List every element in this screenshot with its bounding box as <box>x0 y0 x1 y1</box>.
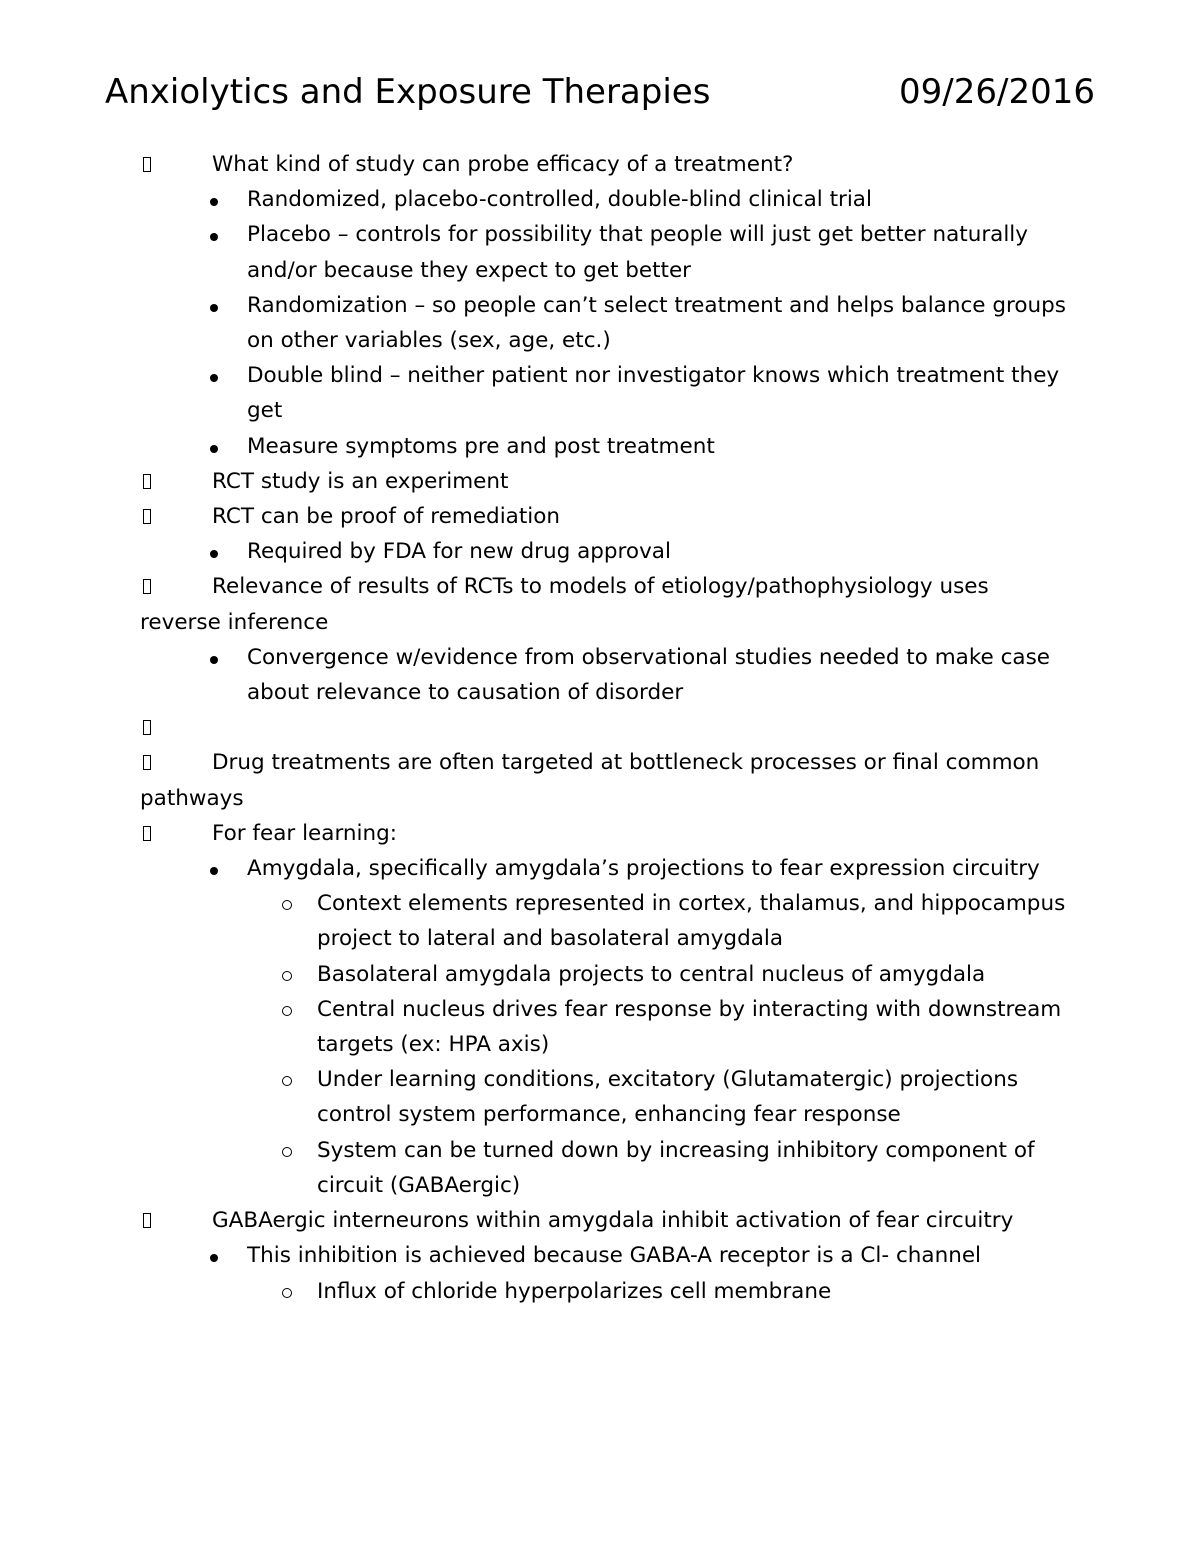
bullet-circle-icon <box>282 992 292 1027</box>
bullet-dot-icon <box>210 1238 218 1273</box>
document-title: Anxiolytics and Exposure Therapies <box>105 72 711 112</box>
bullet-dot-icon <box>210 851 218 886</box>
list-item: Central nucleus drives fear response by interacting with downstream targets (ex: HPA axis) <box>140 992 1070 1062</box>
document-header <box>105 72 1095 112</box>
bullet-dot-icon <box>210 182 218 217</box>
bullet-circle-icon <box>282 1274 292 1309</box>
list-item: Relevance of results of RCTs to models of etiology/pathophysiology uses reverse inference <box>140 569 1070 639</box>
list-item: Drug treatments are often targeted at bottleneck processes or final common pathways <box>140 745 1070 815</box>
missing-glyph-bullet-icon <box>140 816 152 852</box>
missing-glyph-bullet-icon <box>140 499 152 535</box>
bullet-dot-icon <box>210 640 218 675</box>
missing-glyph-bullet-icon <box>140 569 152 605</box>
list-item <box>140 710 1070 745</box>
list-item: RCT can be proof of remediation <box>140 499 1070 534</box>
list-item: Context elements represented in cortex, thalamus, and hippocampus project to lateral and basolateral amygdala <box>140 886 1070 956</box>
list-item: Amygdala, specifically amygdala’s projections to fear expression circuitry <box>140 851 1070 886</box>
list-item: Measure symptoms pre and post treatment <box>140 429 1070 464</box>
bullet-circle-icon <box>282 1062 292 1097</box>
missing-glyph-bullet-icon <box>140 464 152 500</box>
list-item: This inhibition is achieved because GABA-A receptor is a Cl- channel <box>140 1238 1070 1273</box>
list-item: For fear learning: <box>140 816 1070 851</box>
bullet-dot-icon <box>210 217 218 252</box>
missing-glyph-bullet-icon <box>140 710 152 746</box>
list-item: System can be turned down by increasing inhibitory component of circuit (GABAergic) <box>140 1133 1070 1203</box>
list-item: Under learning conditions, excitatory (Glutamatergic) projections control system performance, enhancing fear response <box>140 1062 1070 1132</box>
list-item: Convergence w/evidence from observational studies needed to make case about relevance to causation of disorder <box>140 640 1070 710</box>
notes-body <box>140 147 1070 1309</box>
list-item: Influx of chloride hyperpolarizes cell membrane <box>140 1274 1070 1309</box>
missing-glyph-bullet-icon <box>140 1203 152 1239</box>
bullet-dot-icon <box>210 534 218 569</box>
list-item: Double blind – neither patient nor investigator knows which treatment they get <box>140 358 1070 428</box>
list-item: Required by FDA for new drug approval <box>140 534 1070 569</box>
list-item: What kind of study can probe efficacy of a treatment? <box>140 147 1070 182</box>
missing-glyph-bullet-icon <box>140 147 152 183</box>
bullet-circle-icon <box>282 1133 292 1168</box>
list-item: RCT study is an experiment <box>140 464 1070 499</box>
bullet-dot-icon <box>210 429 218 464</box>
list-item: Placebo – controls for possibility that people will just get better naturally and/or because they expect to get better <box>140 217 1070 287</box>
list-item: Randomization – so people can’t select treatment and helps balance groups on other variables (sex, age, etc.) <box>140 288 1070 358</box>
bullet-circle-icon <box>282 886 292 921</box>
bullet-dot-icon <box>210 288 218 323</box>
bullet-dot-icon <box>210 358 218 393</box>
list-item: Randomized, placebo-controlled, double-blind clinical trial <box>140 182 1070 217</box>
missing-glyph-bullet-icon <box>140 745 152 781</box>
list-item: Basolateral amygdala projects to central nucleus of amygdala <box>140 957 1070 992</box>
list-item: GABAergic interneurons within amygdala inhibit activation of fear circuitry <box>140 1203 1070 1238</box>
document-date: 09/26/2016 <box>899 72 1095 112</box>
bullet-circle-icon <box>282 957 292 992</box>
